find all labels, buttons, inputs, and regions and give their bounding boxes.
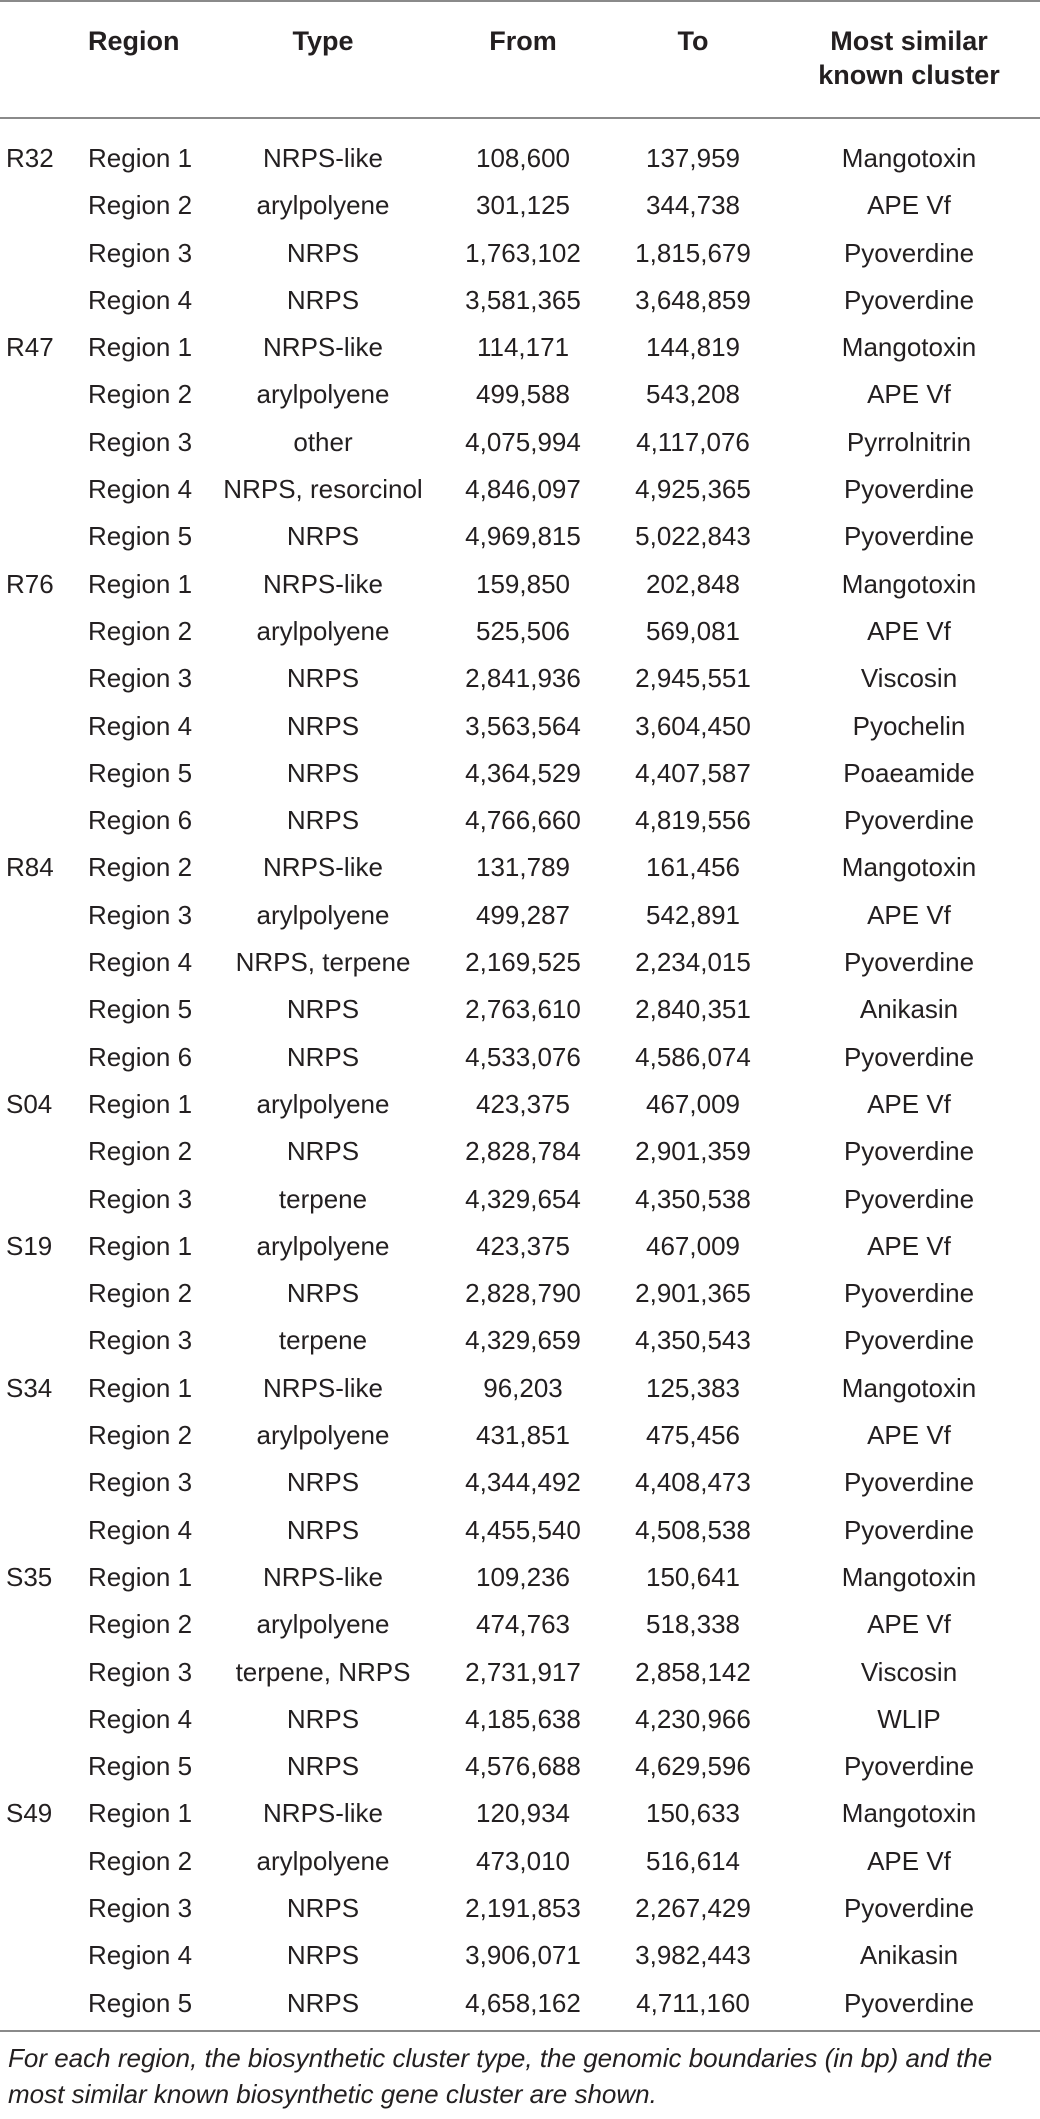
- table-row: [0, 1223, 1040, 1270]
- table-row: [0, 1649, 1040, 1696]
- cell-to: 3,604,450: [635, 710, 751, 741]
- cell-to: 3,648,859: [635, 284, 751, 315]
- cell-strain: [0, 1317, 88, 1364]
- cell-from: 423,375: [476, 1230, 570, 1261]
- cell-cluster: Pyoverdine: [843, 1041, 975, 1072]
- cell-strain: [0, 892, 88, 939]
- cell-from: 4,329,659: [465, 1325, 581, 1356]
- cell-type: NRPS: [286, 1278, 360, 1309]
- cell-from: 96,203: [483, 1372, 563, 1403]
- table-row: [0, 986, 1040, 1033]
- cell-strain: [0, 277, 88, 324]
- cell-type: NRPS: [286, 1892, 360, 1923]
- cell-region: Region 1: [88, 1561, 193, 1592]
- cell-from: 2,731,917: [465, 1656, 581, 1687]
- header-cluster: [778, 1, 1040, 118]
- cell-region: Region 4: [88, 474, 193, 505]
- cell-to: 2,945,551: [635, 663, 751, 694]
- cell-from: 474,763: [476, 1609, 570, 1640]
- cell-from: 2,763,610: [465, 994, 581, 1025]
- cell-from: 4,846,097: [465, 474, 581, 505]
- cell-from: 2,169,525: [465, 947, 581, 978]
- cell-from: 499,287: [476, 899, 570, 930]
- cell-type: arylpolyene: [256, 1845, 390, 1876]
- cell-region: Region 3: [88, 663, 193, 694]
- cell-strain: S19: [6, 1230, 53, 1261]
- cell-cluster: Pyoverdine: [843, 474, 975, 505]
- table-row: [0, 1412, 1040, 1459]
- table-row: [0, 324, 1040, 371]
- table-row: [0, 1885, 1040, 1932]
- cell-to: 4,925,365: [635, 474, 751, 505]
- cell-from: 4,329,654: [465, 1183, 581, 1214]
- table-row: [0, 608, 1040, 655]
- table-row: [0, 371, 1040, 418]
- cell-to: 2,840,351: [635, 994, 751, 1025]
- header-cluster-line2: known cluster: [818, 60, 1000, 90]
- cell-type: NRPS-like: [263, 143, 383, 173]
- cell-type: terpene: [278, 1325, 368, 1356]
- cell-type: arylpolyene: [256, 1609, 390, 1640]
- cell-cluster: Pyoverdine: [843, 237, 975, 268]
- table-row: [0, 1696, 1040, 1743]
- cell-cluster: Pyoverdine: [843, 947, 975, 978]
- cell-to: 516,614: [646, 1845, 740, 1876]
- cell-strain: [0, 371, 88, 418]
- table-spacer-row: [0, 118, 1040, 135]
- cell-strain: S34: [6, 1372, 53, 1403]
- cell-from: 3,581,365: [465, 284, 581, 315]
- cell-region: Region 4: [88, 1514, 193, 1545]
- cell-strain: [0, 1649, 88, 1696]
- cell-region: Region 4: [88, 1703, 193, 1734]
- cell-to: 542,891: [646, 899, 740, 930]
- cell-from: 4,185,638: [465, 1703, 581, 1734]
- cell-region: Region 3: [88, 237, 193, 268]
- cell-type: NRPS: [286, 994, 360, 1025]
- cell-cluster: Pyoverdine: [843, 284, 975, 315]
- cell-from: 431,851: [476, 1420, 570, 1451]
- cell-strain: [0, 655, 88, 702]
- cell-type: NRPS: [286, 757, 360, 788]
- cell-strain: R76: [6, 568, 54, 599]
- cell-strain: [0, 419, 88, 466]
- table-row: [0, 513, 1040, 560]
- cell-type: NRPS: [286, 805, 360, 836]
- cell-from: 3,563,564: [465, 710, 581, 741]
- cell-from: 114,171: [476, 332, 570, 363]
- cell-type: terpene: [278, 1183, 368, 1214]
- cell-strain: [0, 513, 88, 560]
- cell-from: 499,588: [476, 379, 570, 410]
- cell-strain: [0, 1696, 88, 1743]
- cell-to: 150,641: [646, 1561, 740, 1592]
- cell-strain: [0, 466, 88, 513]
- cell-type: NRPS, terpene: [235, 947, 411, 978]
- cell-region: Region 4: [88, 947, 193, 978]
- cell-strain: [0, 1980, 88, 2027]
- cell-region: Region 5: [88, 757, 193, 788]
- cell-region: Region 2: [88, 379, 193, 410]
- cell-from: 423,375: [476, 1088, 570, 1119]
- cell-to: 2,234,015: [635, 947, 751, 978]
- header-region: Region: [88, 26, 180, 56]
- cell-from: 1,763,102: [465, 237, 581, 268]
- cell-strain: [0, 797, 88, 844]
- cell-from: 4,766,660: [465, 805, 581, 836]
- cell-type: NRPS-like: [263, 1372, 383, 1403]
- cell-strain: [0, 1932, 88, 1979]
- cell-cluster: Mangotoxin: [841, 1798, 977, 1829]
- cell-cluster: Pyoverdine: [843, 1987, 975, 2018]
- cell-from: 4,344,492: [465, 1467, 581, 1498]
- cell-cluster: Pyrrolnitrin: [846, 426, 972, 457]
- cell-strain: [0, 1034, 88, 1081]
- cell-strain: S49: [6, 1798, 53, 1829]
- cell-type: arylpolyene: [256, 1230, 390, 1261]
- table-row: [0, 1128, 1040, 1175]
- cell-type: NRPS: [286, 1041, 360, 1072]
- cell-from: 3,906,071: [465, 1940, 581, 1971]
- cell-cluster: Pyoverdine: [843, 1183, 975, 1214]
- cell-type: NRPS: [286, 1514, 360, 1545]
- cell-to: 4,350,538: [635, 1183, 751, 1214]
- table-row: [0, 1459, 1040, 1506]
- cell-region: Region 6: [88, 1041, 193, 1072]
- table-row: [0, 419, 1040, 466]
- cell-region: Region 2: [88, 1420, 193, 1451]
- cell-to: 150,633: [646, 1798, 740, 1829]
- cell-to: 4,711,160: [636, 1987, 750, 2018]
- header-to: To: [677, 26, 709, 56]
- cell-from: 301,125: [476, 190, 570, 221]
- cell-region: Region 2: [88, 190, 193, 221]
- table-row: [0, 1743, 1040, 1790]
- table-row: [0, 1554, 1040, 1601]
- cell-region: Region 3: [88, 426, 193, 457]
- cell-cluster: Pyochelin: [852, 710, 966, 741]
- cell-strain: [0, 1601, 88, 1648]
- cell-from: 4,364,529: [465, 757, 581, 788]
- cell-cluster: APE Vf: [867, 899, 951, 930]
- table-row: [0, 703, 1040, 750]
- cell-type: NRPS: [286, 1987, 360, 2018]
- cell-from: 109,236: [476, 1561, 570, 1592]
- cell-to: 2,267,429: [635, 1892, 751, 1923]
- table-header: [0, 1, 1040, 118]
- cell-cluster: Poaeamide: [843, 757, 975, 788]
- cell-region: Region 2: [88, 1609, 193, 1640]
- table-row: [0, 939, 1040, 986]
- table-row: [0, 1507, 1040, 1554]
- cell-from: 159,850: [476, 568, 570, 599]
- cell-to: 467,009: [646, 1088, 740, 1119]
- cell-type: arylpolyene: [256, 1420, 390, 1451]
- cell-type: arylpolyene: [256, 190, 390, 221]
- cell-type: terpene, NRPS: [235, 1656, 411, 1687]
- cell-to: 569,081: [646, 615, 740, 646]
- cell-cluster: Pyoverdine: [843, 521, 975, 552]
- cell-strain: [0, 1838, 88, 1885]
- cell-region: Region 4: [88, 1940, 193, 1971]
- cell-cluster: Anikasin: [859, 1940, 959, 1971]
- cell-strain: R32: [6, 143, 54, 173]
- cell-to: 137,959: [646, 143, 740, 173]
- table-row: [0, 1081, 1040, 1128]
- cell-to: 4,408,473: [635, 1467, 751, 1498]
- cell-strain: [0, 750, 88, 797]
- cell-region: Region 5: [88, 521, 193, 552]
- cell-cluster: Anikasin: [859, 994, 959, 1025]
- cell-from: 473,010: [476, 1845, 570, 1876]
- cell-to: 4,350,543: [635, 1325, 751, 1356]
- table-row: [0, 1034, 1040, 1081]
- cell-type: NRPS-like: [263, 852, 383, 883]
- cell-type: arylpolyene: [256, 379, 390, 410]
- cell-type: NRPS: [286, 663, 360, 694]
- cell-to: 4,819,556: [635, 805, 751, 836]
- cell-to: 125,383: [646, 1372, 740, 1403]
- cell-cluster: Pyoverdine: [843, 1751, 975, 1782]
- cell-cluster: Mangotoxin: [841, 1372, 977, 1403]
- cell-type: NRPS: [286, 1136, 360, 1167]
- table-row: [0, 1980, 1040, 2027]
- header-type: Type: [292, 26, 354, 56]
- cell-region: Region 2: [88, 1845, 193, 1876]
- cell-from: 4,658,162: [465, 1987, 581, 2018]
- cell-region: Region 2: [88, 615, 193, 646]
- cell-strain: [0, 703, 88, 750]
- cell-type: NRPS-like: [263, 568, 383, 599]
- cell-to: 1,815,679: [635, 237, 751, 268]
- cell-to: 518,338: [646, 1609, 740, 1640]
- cell-region: Region 2: [88, 1136, 193, 1167]
- table-row: [0, 797, 1040, 844]
- cell-from: 2,191,853: [465, 1892, 581, 1923]
- cell-region: Region 3: [88, 899, 193, 930]
- cell-from: 4,576,688: [465, 1751, 581, 1782]
- cell-cluster: APE Vf: [867, 1609, 951, 1640]
- cell-strain: S04: [6, 1088, 53, 1119]
- table-row: [0, 1317, 1040, 1364]
- cell-cluster: WLIP: [877, 1703, 941, 1734]
- cell-cluster: APE Vf: [867, 1845, 951, 1876]
- cell-type: NRPS: [286, 710, 360, 741]
- cell-type: NRPS-like: [263, 1798, 383, 1829]
- cell-type: NRPS-like: [263, 1561, 383, 1592]
- cell-to: 2,901,365: [635, 1278, 751, 1309]
- table-row: [0, 561, 1040, 608]
- cell-region: Region 3: [88, 1325, 193, 1356]
- table-row: [0, 1838, 1040, 1885]
- cell-strain: [0, 182, 88, 229]
- cell-to: 344,738: [646, 190, 740, 221]
- cell-from: 108,600: [476, 143, 570, 173]
- cell-to: 4,629,596: [635, 1751, 751, 1782]
- cell-type: arylpolyene: [256, 615, 390, 646]
- cell-region: Region 3: [88, 1467, 193, 1498]
- cell-region: Region 2: [88, 852, 193, 883]
- cell-from: 2,828,790: [465, 1278, 581, 1309]
- cell-region: Region 2: [88, 1278, 193, 1309]
- cell-region: Region 5: [88, 1751, 193, 1782]
- cell-cluster: Pyoverdine: [843, 1278, 975, 1309]
- cell-cluster: Pyoverdine: [843, 1467, 975, 1498]
- cell-strain: [0, 986, 88, 1033]
- cell-cluster: Pyoverdine: [843, 1514, 975, 1545]
- cell-region: Region 5: [88, 994, 193, 1025]
- cell-from: 4,969,815: [465, 521, 581, 552]
- cell-strain: [0, 1459, 88, 1506]
- table-row: [0, 844, 1040, 891]
- cell-region: Region 1: [88, 332, 193, 363]
- cell-strain: [0, 1128, 88, 1175]
- cell-cluster: APE Vf: [867, 1420, 951, 1451]
- cell-strain: [0, 1507, 88, 1554]
- table-row: [0, 1270, 1040, 1317]
- cell-type: arylpolyene: [256, 1088, 390, 1119]
- table-row: [0, 1365, 1040, 1412]
- cell-region: Region 1: [88, 1372, 193, 1403]
- cell-region: Region 4: [88, 284, 193, 315]
- table-row: [0, 135, 1040, 182]
- table-row: [0, 230, 1040, 277]
- table-row: [0, 1932, 1040, 1979]
- cell-to: 161,456: [646, 852, 740, 883]
- cell-to: 2,901,359: [635, 1136, 751, 1167]
- cell-from: 4,455,540: [465, 1514, 581, 1545]
- cell-type: other: [293, 426, 353, 457]
- spacer-cell: [0, 118, 1040, 135]
- cell-region: Region 1: [88, 1798, 193, 1829]
- cell-cluster: Mangotoxin: [841, 143, 977, 173]
- cell-from: 2,828,784: [465, 1136, 581, 1167]
- table-row: [0, 1176, 1040, 1223]
- header-from: From: [489, 26, 557, 56]
- cell-cluster: APE Vf: [867, 190, 951, 221]
- cell-to: 2,858,142: [635, 1656, 751, 1687]
- cell-to: 543,208: [646, 379, 740, 410]
- cell-strain: [0, 1743, 88, 1790]
- table-row: [0, 750, 1040, 797]
- table-row: [0, 182, 1040, 229]
- cell-to: 4,117,076: [636, 426, 750, 457]
- cell-from: 4,075,994: [465, 426, 581, 457]
- table-row: [0, 1790, 1040, 1837]
- cell-region: Region 3: [88, 1183, 193, 1214]
- cell-strain: [0, 939, 88, 986]
- cell-cluster: Viscosin: [860, 663, 958, 694]
- cell-to: 467,009: [646, 1230, 740, 1261]
- cell-from: 2,841,936: [465, 663, 581, 694]
- cell-cluster: Mangotoxin: [841, 332, 977, 363]
- cell-type: NRPS: [286, 1703, 360, 1734]
- cell-to: 4,407,587: [635, 757, 751, 788]
- cell-from: 120,934: [476, 1798, 570, 1829]
- cell-to: 4,230,966: [635, 1703, 751, 1734]
- cell-cluster: Pyoverdine: [843, 1892, 975, 1923]
- cell-type: NRPS: [286, 1940, 360, 1971]
- header-cluster-line1: Most similar: [830, 26, 988, 56]
- cell-from: 4,533,076: [465, 1041, 581, 1072]
- cell-region: Region 3: [88, 1892, 193, 1923]
- cell-type: NRPS-like: [263, 332, 383, 363]
- cell-cluster: APE Vf: [867, 1230, 951, 1261]
- cell-cluster: APE Vf: [867, 615, 951, 646]
- cell-cluster: Mangotoxin: [841, 568, 977, 599]
- cell-region: Region 4: [88, 710, 193, 741]
- table-row: [0, 466, 1040, 513]
- table-body: [0, 118, 1040, 2027]
- cell-strain: [0, 1885, 88, 1932]
- cell-region: Region 1: [88, 1230, 193, 1261]
- cell-to: 475,456: [646, 1420, 740, 1451]
- cell-to: 4,508,538: [635, 1514, 751, 1545]
- cell-type: NRPS: [286, 1467, 360, 1498]
- cell-from: 525,506: [476, 615, 570, 646]
- table-row: [0, 277, 1040, 324]
- table-row: [0, 655, 1040, 702]
- header-row: [0, 1, 1040, 118]
- cell-region: Region 1: [88, 1088, 193, 1119]
- cell-cluster: APE Vf: [867, 379, 951, 410]
- cell-strain: [0, 230, 88, 277]
- cell-region: Region 3: [88, 1656, 193, 1687]
- cell-region: Region 1: [88, 568, 193, 599]
- cell-strain: [0, 1412, 88, 1459]
- cell-type: NRPS: [286, 1751, 360, 1782]
- cell-type: NRPS: [286, 284, 360, 315]
- cell-cluster: Mangotoxin: [841, 852, 977, 883]
- cell-type: NRPS, resorcinol: [223, 474, 423, 505]
- cell-region: Region 6: [88, 805, 193, 836]
- cell-type: NRPS: [286, 521, 360, 552]
- cell-cluster: Pyoverdine: [843, 805, 975, 836]
- cell-to: 202,848: [646, 568, 740, 599]
- cell-strain: R47: [6, 332, 54, 363]
- cell-cluster: Viscosin: [860, 1656, 958, 1687]
- cell-strain: [0, 1270, 88, 1317]
- cell-strain: R84: [6, 852, 54, 883]
- cell-to: 4,586,074: [635, 1041, 751, 1072]
- cell-type: NRPS: [286, 237, 360, 268]
- table-row: [0, 892, 1040, 939]
- cell-from: 131,789: [476, 852, 570, 883]
- header-strain: [0, 1, 88, 118]
- cell-region: Region 1: [88, 143, 193, 173]
- cell-to: 3,982,443: [635, 1940, 751, 1971]
- cell-cluster: APE Vf: [867, 1088, 951, 1119]
- cell-cluster: Pyoverdine: [843, 1136, 975, 1167]
- cell-strain: S35: [6, 1561, 53, 1592]
- table-row: [0, 1601, 1040, 1648]
- cell-to: 144,819: [646, 332, 740, 363]
- cell-strain: [0, 608, 88, 655]
- table-footnote: For each region, the biosynthetic cluster type, the genomic boundaries (in bp) and the most similar known biosynthetic gene cluster are shown.: [0, 2030, 1040, 2112]
- cell-cluster: Pyoverdine: [843, 1325, 975, 1356]
- cell-cluster: Mangotoxin: [841, 1561, 977, 1592]
- cell-type: arylpolyene: [256, 899, 390, 930]
- cell-region: Region 5: [88, 1987, 193, 2018]
- cell-to: 5,022,843: [635, 521, 751, 552]
- cell-strain: [0, 1176, 88, 1223]
